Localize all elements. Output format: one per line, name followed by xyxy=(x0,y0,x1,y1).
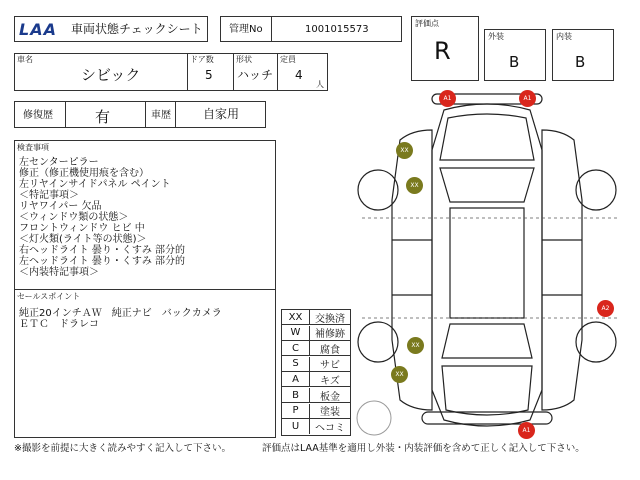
repair-label: 修復歴 xyxy=(23,110,53,121)
trunk-outline xyxy=(442,366,532,415)
interior-value: B xyxy=(575,53,586,71)
legend-code: P xyxy=(282,404,310,418)
shape-label: 形状 xyxy=(236,55,252,64)
exterior-label: 外装 xyxy=(488,32,504,41)
legend-name: 板金 xyxy=(320,391,340,403)
legend-row xyxy=(282,326,350,341)
mgmt-label: 管理No xyxy=(229,24,263,35)
score-box xyxy=(411,16,479,81)
sales-line: ＥＴＣ ドラレコ xyxy=(19,319,99,330)
score-value: R xyxy=(434,37,451,65)
doors-label: ドア数 xyxy=(190,55,214,64)
interior-label: 内装 xyxy=(556,32,572,41)
legend-row xyxy=(282,372,350,387)
legend-row xyxy=(282,388,350,403)
mark-a2: A2 xyxy=(597,300,614,317)
car-name-label: 車名 xyxy=(17,55,33,64)
footer-right-note: 評価点はLAA基準を適用し外装・内装評価を含めて正しく記入して下さい。 xyxy=(262,443,585,454)
brand-logo-text: LAA xyxy=(19,20,57,39)
legend-table xyxy=(281,309,351,436)
doors-value: 5 xyxy=(205,68,213,82)
mark-xx: XX xyxy=(396,142,413,159)
inspection-line: 左ヘッドライト 曇り・くすみ 部分的 xyxy=(19,256,186,267)
roof xyxy=(450,208,524,318)
legend-code: A xyxy=(282,372,310,386)
mark-xx: XX xyxy=(406,177,423,194)
legend-row xyxy=(282,310,350,325)
usage-label: 車歴 xyxy=(151,110,171,121)
rear-window xyxy=(442,324,532,358)
inspection-line: 左リヤインサイドパネル ペイント xyxy=(19,179,171,190)
sheet-title: 車両状態チェックシート xyxy=(71,22,203,36)
sales-label: セールスポイント xyxy=(17,292,81,301)
mark-xx: XX xyxy=(391,366,408,383)
shape-value: ハッチ xyxy=(237,68,274,82)
legend-code: S xyxy=(282,357,310,371)
inspection-line: ＜特記事項＞ xyxy=(19,190,79,201)
windshield xyxy=(440,168,534,202)
inspection-label: 検査事項 xyxy=(17,143,49,152)
mark-a1: A1 xyxy=(519,90,536,107)
legend-code: W xyxy=(282,326,310,340)
history-row xyxy=(14,101,266,128)
car-diagram xyxy=(352,90,630,440)
mark-a1: A1 xyxy=(518,422,535,439)
capacity-label: 定員 xyxy=(280,55,296,64)
inspection-line: 右ヘッドライト 曇り・くすみ 部分的 xyxy=(19,245,186,256)
inspection-line: フロントウィンドウ ヒビ 中 xyxy=(19,223,145,234)
footer-left-note: ※撮影を前提に大きく読みやすく記入して下さい。 xyxy=(14,443,231,454)
mgmt-box xyxy=(220,16,402,42)
legend-code: B xyxy=(282,388,310,402)
hood-outline xyxy=(440,114,534,160)
inspection-line: リヤワイパー 欠品 xyxy=(19,201,102,212)
legend-code: C xyxy=(282,341,310,355)
sales-list xyxy=(19,308,222,330)
score-label: 評価点 xyxy=(415,19,439,28)
interior-box xyxy=(552,29,614,81)
legend-row xyxy=(282,341,350,356)
legend-name: 塗装 xyxy=(320,407,340,419)
legend-name: 交換済 xyxy=(315,313,345,325)
inspection-line: ＜ウィンドウ類の状態＞ xyxy=(19,212,129,223)
inspection-line: ＜灯火類(ライト等の状態)＞ xyxy=(19,234,147,245)
notes-block xyxy=(14,140,276,438)
mgmt-number: 1001015573 xyxy=(305,24,369,35)
brand-logo xyxy=(19,20,69,38)
inspection-line: ＜内装特記事項＞ xyxy=(19,267,99,278)
exterior-value: B xyxy=(509,53,520,71)
title-box xyxy=(14,16,208,42)
legend-row xyxy=(282,404,350,419)
mark-a1: A1 xyxy=(439,90,456,107)
inspection-line: 修正（修正機使用痕を含む） xyxy=(19,168,149,179)
legend-name: ヘコミ xyxy=(315,423,345,435)
legend-name: キズ xyxy=(320,375,340,387)
car-body-outline xyxy=(432,104,542,426)
capacity-value: 4 xyxy=(295,68,303,82)
repair-value: 有 xyxy=(95,108,111,126)
legend-row xyxy=(282,419,350,434)
legend-code: XX xyxy=(282,310,310,324)
legend-row xyxy=(282,357,350,372)
right-side-outline xyxy=(542,130,582,410)
legend-name: 補修跡 xyxy=(315,329,345,341)
inspection-line: 左センターピラー xyxy=(19,157,99,168)
inspection-list xyxy=(19,157,185,278)
mark-xx: XX xyxy=(407,337,424,354)
legend-code: U xyxy=(282,419,310,434)
sales-line: 純正20インチＡＷ 純正ナビ バックカメラ xyxy=(19,308,222,319)
legend-name: 腐食 xyxy=(320,344,340,356)
capacity-unit: 人 xyxy=(316,80,324,89)
vehicle-row xyxy=(14,53,328,91)
exterior-box xyxy=(484,29,546,81)
car-name: シビック xyxy=(81,66,141,84)
usage-value: 自家用 xyxy=(203,107,240,121)
legend-name: サビ xyxy=(320,360,340,372)
